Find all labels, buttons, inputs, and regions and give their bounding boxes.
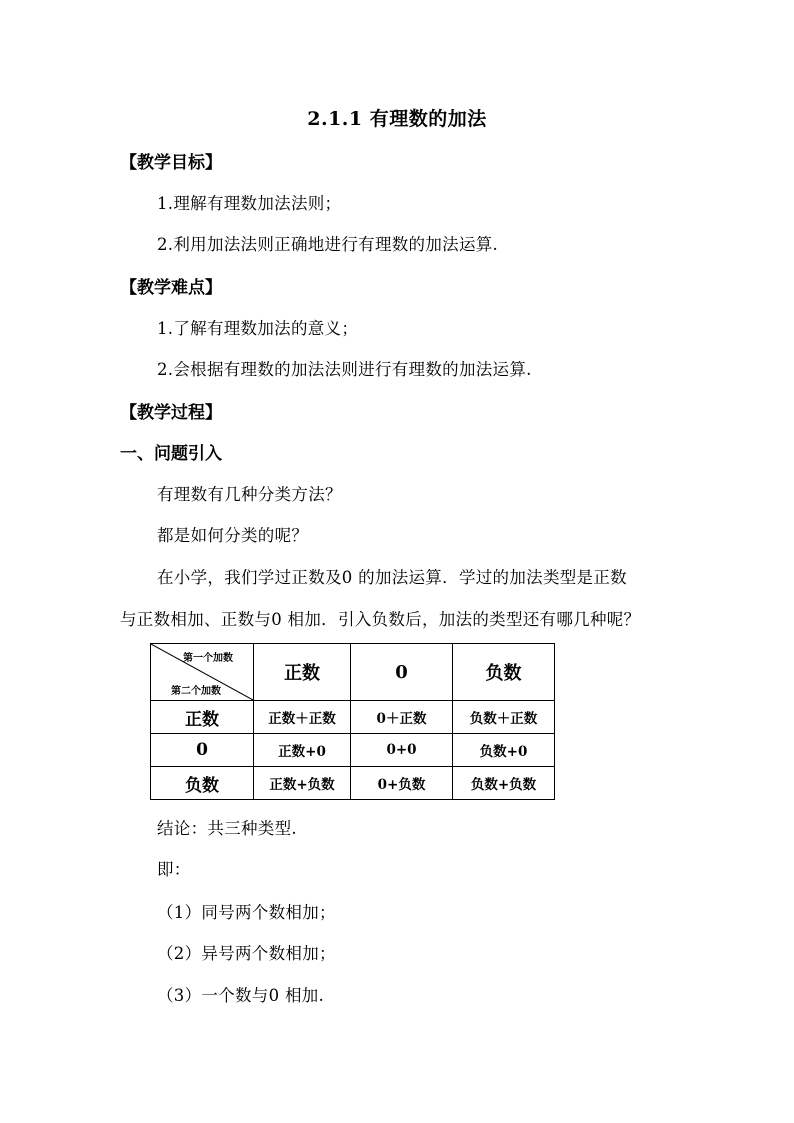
table-row <box>151 767 555 800</box>
goal-item-1: 1.理解有理数加法法则； <box>157 194 342 213</box>
conclusion-item-2: （2）异号两个数相加； <box>157 944 336 963</box>
table-cell: 正数＋正数 <box>254 701 351 734</box>
table-cell: 正数+0 <box>254 734 351 767</box>
conclusion-item-3: （3）一个数与0 相加. <box>157 986 325 1005</box>
table-cell: 0+负数 <box>351 767 453 800</box>
table-cell: 负数+负数 <box>453 767 555 800</box>
part1-heading: 一、问题引入 <box>120 444 222 464</box>
table-row <box>151 701 555 734</box>
conclusion-ji: 即： <box>157 860 191 879</box>
goals-heading: 【教学目标】 <box>120 153 222 173</box>
difficulty-item-1: 1.了解有理数加法的意义； <box>157 319 359 338</box>
intro-paragraph-line-1: 在小学，我们学过正数及0 的加法运算．学过的加法类型是正数 <box>157 568 627 587</box>
table-cell: 0+0 <box>351 734 453 767</box>
conclusion-item-1: （1）同号两个数相加； <box>157 903 336 922</box>
column-header: 负数 <box>453 644 555 701</box>
conclusion-line: 结论：共三种类型. <box>157 819 297 838</box>
table-cell: 负数+0 <box>453 734 555 767</box>
row-header: 0 <box>151 734 254 767</box>
table-cell: 负数＋正数 <box>453 701 555 734</box>
table-cell: 0＋正数 <box>351 701 453 734</box>
corner-label-first-addend: 第一个加数 <box>183 653 233 664</box>
question-1: 有理数有几种分类方法？ <box>157 485 342 504</box>
difficulty-item-2: 2.会根据有理数的加法法则进行有理数的加法运算. <box>157 360 532 379</box>
row-header: 正数 <box>151 701 254 734</box>
column-header: 正数 <box>254 644 351 701</box>
row-header: 负数 <box>151 767 254 800</box>
goal-item-2: 2.利用加法法则正确地进行有理数的加法运算. <box>157 235 499 254</box>
process-heading: 【教学过程】 <box>120 403 222 423</box>
column-header: 0 <box>351 644 453 701</box>
table-corner-cell <box>151 644 254 701</box>
intro-paragraph-line-2: 与正数相加、正数与0 相加．引入负数后，加法的类型还有哪几种呢？ <box>120 610 641 629</box>
corner-label-second-addend: 第二个加数 <box>171 686 221 697</box>
difficulties-heading: 【教学难点】 <box>120 278 222 298</box>
table-cell: 正数+负数 <box>254 767 351 800</box>
question-2: 都是如何分类的呢？ <box>157 526 309 545</box>
table-row <box>151 734 555 767</box>
page-title: 2.1.1 有理数的加法 <box>307 108 487 130</box>
table-header-row <box>151 644 555 701</box>
addition-types-table <box>150 643 555 800</box>
